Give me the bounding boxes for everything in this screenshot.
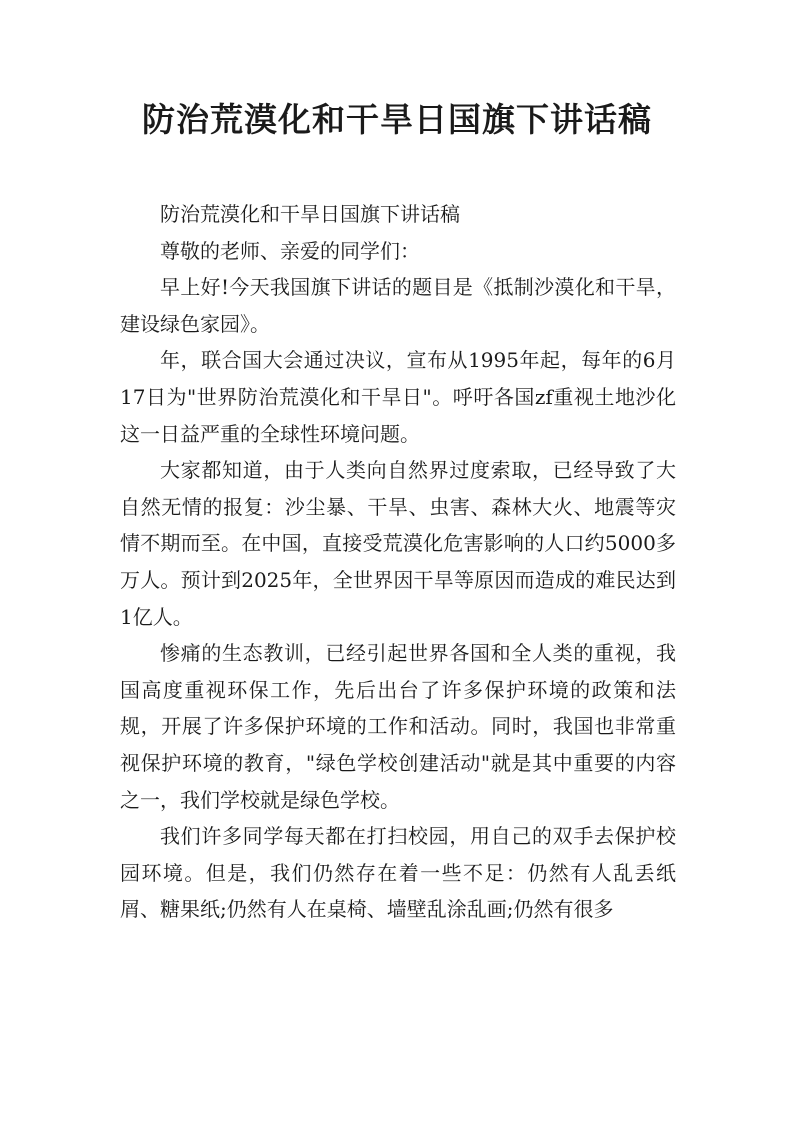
document-title: 防治荒漠化和干旱日国旗下讲话稿 [142,100,652,139]
paragraph-intro: 早上好!今天我国旗下讲话的题目是《抵制沙漠化和干旱，建设绿色家园》。 [120,275,676,336]
paragraph-greeting: 尊敬的老师、亲爱的同学们： [160,238,420,263]
paragraph-campus: 我们许多同学每天都在打扫校园，用自己的双手去保护校园环境。但是，我们仍然存在着一些不足：仍然有人乱丢纸屑、糖果纸;仍然有人在桌椅、墙壁乱涂乱画;仍然有很多 [120,824,676,922]
paragraph-ecology-lesson: 惨痛的生态教训，已经引起世界各国和全人类的重视，我国高度重视环保工作，先后出台了许多保护环境的政策和法规，开展了许多保护环境的工作和活动。同时，我国也非常重视保护环境的教育，"绿色学校创建活动"就是其中重要的内容之一，我们学校就是绿色学校。 [120,641,676,812]
document-body [120,196,676,928]
paragraph-subtitle: 防治荒漠化和干旱日国旗下讲话稿 [160,202,460,226]
paragraph-nature-revenge: 大家都知道，由于人类向自然界过度索取，已经导致了大自然无情的报复：沙尘暴、干旱、虫害、森林大火、地震等灾情不期而至。在中国，直接受荒漠化危害影响的人口约5000多万人。预计到2025年，全世界因干旱等原因而造成的难民达到1亿人。 [120,458,676,629]
paragraph-un-resolution: 年，联合国大会通过决议，宣布从1995年起，每年的6月17日为"世界防治荒漠化和干旱日"。呼吁各国zf重视土地沙化这一日益严重的全球性环境问题。 [120,348,676,446]
